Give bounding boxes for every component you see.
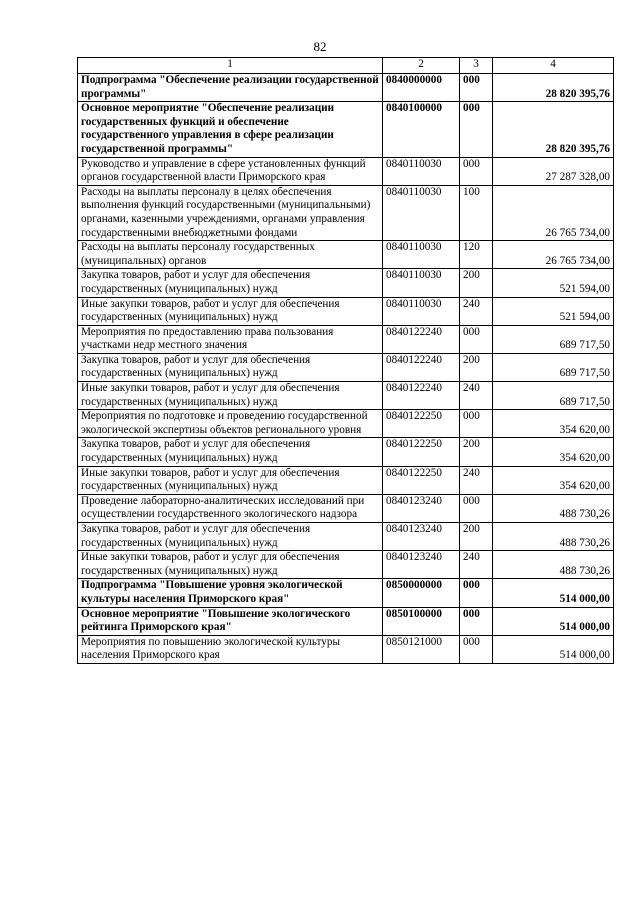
table-row	[78, 410, 614, 438]
header-col-4: 4	[493, 58, 614, 74]
row-code-cell: 0840110030	[383, 157, 460, 185]
row-code-cell: 0850000000	[383, 579, 460, 607]
row-type-cell: 000	[460, 494, 493, 522]
budget-table-body	[78, 58, 614, 664]
row-type-cell: 000	[460, 607, 493, 635]
row-amount-cell: 514 000,00	[493, 635, 614, 663]
table-row	[78, 494, 614, 522]
row-amount-cell: 514 000,00	[493, 607, 614, 635]
row-type-cell: 240	[460, 382, 493, 410]
row-amount-cell: 26 765 734,00	[493, 185, 614, 240]
row-name-cell: Подпрограмма "Повышение уровня экологической культуры населения Приморского края"	[78, 579, 383, 607]
row-code-cell: 0840123240	[383, 551, 460, 579]
table-row	[78, 635, 614, 663]
table-row	[78, 241, 614, 269]
table-row	[78, 325, 614, 353]
row-amount-cell: 689 717,50	[493, 325, 614, 353]
row-type-cell: 000	[460, 157, 493, 185]
row-name-cell: Расходы на выплаты персоналу государственных (муниципальных) органов	[78, 241, 383, 269]
row-amount-cell: 26 765 734,00	[493, 241, 614, 269]
row-type-cell: 000	[460, 74, 493, 102]
row-name-cell: Мероприятия по предоставлению права пользования участками недр местного значения	[78, 325, 383, 353]
row-name-cell: Иные закупки товаров, работ и услуг для обеспечения государственных (муниципальных) нужд	[78, 297, 383, 325]
row-name-cell: Иные закупки товаров, работ и услуг для обеспечения государственных (муниципальных) нужд	[78, 551, 383, 579]
table-header-row	[78, 58, 614, 74]
row-name-cell: Подпрограмма "Обеспечение реализации государственной программы"	[78, 74, 383, 102]
row-code-cell: 0850121000	[383, 635, 460, 663]
row-type-cell: 000	[460, 579, 493, 607]
row-type-cell: 000	[460, 410, 493, 438]
row-amount-cell: 354 620,00	[493, 438, 614, 466]
row-code-cell: 0840000000	[383, 74, 460, 102]
row-type-cell: 000	[460, 635, 493, 663]
table-row	[78, 269, 614, 297]
row-code-cell: 0840122250	[383, 410, 460, 438]
row-type-cell: 100	[460, 185, 493, 240]
row-amount-cell: 488 730,26	[493, 494, 614, 522]
row-name-cell: Закупка товаров, работ и услуг для обеспечения государственных (муниципальных) нужд	[78, 269, 383, 297]
header-col-3: 3	[460, 58, 493, 74]
row-amount-cell: 689 717,50	[493, 353, 614, 381]
row-amount-cell: 488 730,26	[493, 551, 614, 579]
row-type-cell: 200	[460, 353, 493, 381]
row-name-cell: Закупка товаров, работ и услуг для обеспечения государственных (муниципальных) нужд	[78, 523, 383, 551]
budget-table	[77, 57, 614, 664]
row-code-cell: 0840123240	[383, 523, 460, 551]
row-name-cell: Иные закупки товаров, работ и услуг для обеспечения государственных (муниципальных) нужд	[78, 382, 383, 410]
row-name-cell: Основное мероприятие "Повышение экологического рейтинга Приморского края"	[78, 607, 383, 635]
row-amount-cell: 521 594,00	[493, 269, 614, 297]
row-amount-cell: 689 717,50	[493, 382, 614, 410]
row-code-cell: 0850100000	[383, 607, 460, 635]
row-name-cell: Расходы на выплаты персоналу в целях обеспечения выполнения функций государственными (муниципальными) органами, казенными учреждениями, органами управления государственными внебюджетными фондами	[78, 185, 383, 240]
row-amount-cell: 521 594,00	[493, 297, 614, 325]
table-row	[78, 297, 614, 325]
table-row	[78, 438, 614, 466]
row-type-cell: 240	[460, 466, 493, 494]
row-amount-cell: 28 820 395,76	[493, 74, 614, 102]
row-amount-cell: 28 820 395,76	[493, 102, 614, 157]
row-type-cell: 120	[460, 241, 493, 269]
table-row	[78, 551, 614, 579]
row-amount-cell: 354 620,00	[493, 466, 614, 494]
table-row	[78, 185, 614, 240]
row-name-cell: Основное мероприятие "Обеспечение реализации государственных функций и обеспечение государственного управления в сфере реализации государственной программы"	[78, 102, 383, 157]
row-name-cell: Проведение лабораторно-аналитических исследований при осуществлении государственного экологического надзора	[78, 494, 383, 522]
header-col-1: 1	[78, 58, 383, 74]
row-amount-cell: 514 000,00	[493, 579, 614, 607]
row-code-cell: 0840122250	[383, 466, 460, 494]
row-code-cell: 0840123240	[383, 494, 460, 522]
row-type-cell: 240	[460, 551, 493, 579]
table-row	[78, 466, 614, 494]
row-code-cell: 0840110030	[383, 297, 460, 325]
table-row	[78, 382, 614, 410]
row-type-cell: 200	[460, 269, 493, 297]
table-row	[78, 74, 614, 102]
row-code-cell: 0840110030	[383, 241, 460, 269]
row-type-cell: 240	[460, 297, 493, 325]
row-type-cell: 000	[460, 102, 493, 157]
row-type-cell: 200	[460, 523, 493, 551]
table-row	[78, 523, 614, 551]
header-col-2: 2	[383, 58, 460, 74]
row-code-cell: 0840122240	[383, 325, 460, 353]
table-row	[78, 157, 614, 185]
row-code-cell: 0840122240	[383, 353, 460, 381]
row-name-cell: Мероприятия по повышению экологической культуры населения Приморского края	[78, 635, 383, 663]
row-name-cell: Закупка товаров, работ и услуг для обеспечения государственных (муниципальных) нужд	[78, 353, 383, 381]
row-code-cell: 0840122250	[383, 438, 460, 466]
row-code-cell: 0840100000	[383, 102, 460, 157]
row-name-cell: Закупка товаров, работ и услуг для обеспечения государственных (муниципальных) нужд	[78, 438, 383, 466]
row-name-cell: Иные закупки товаров, работ и услуг для обеспечения государственных (муниципальных) нужд	[78, 466, 383, 494]
row-type-cell: 000	[460, 325, 493, 353]
row-code-cell: 0840122240	[383, 382, 460, 410]
row-code-cell: 0840110030	[383, 269, 460, 297]
table-row	[78, 102, 614, 157]
table-row	[78, 607, 614, 635]
row-amount-cell: 354 620,00	[493, 410, 614, 438]
row-type-cell: 200	[460, 438, 493, 466]
page-number: 82	[313, 39, 327, 54]
row-code-cell: 0840110030	[383, 185, 460, 240]
table-row	[78, 579, 614, 607]
row-amount-cell: 488 730,26	[493, 523, 614, 551]
table-row	[78, 353, 614, 381]
row-name-cell: Руководство и управление в сфере установленных функций органов государственной власти Приморского края	[78, 157, 383, 185]
row-amount-cell: 27 287 328,00	[493, 157, 614, 185]
row-name-cell: Мероприятия по подготовке и проведению государственной экологической экспертизы объектов регионального уровня	[78, 410, 383, 438]
